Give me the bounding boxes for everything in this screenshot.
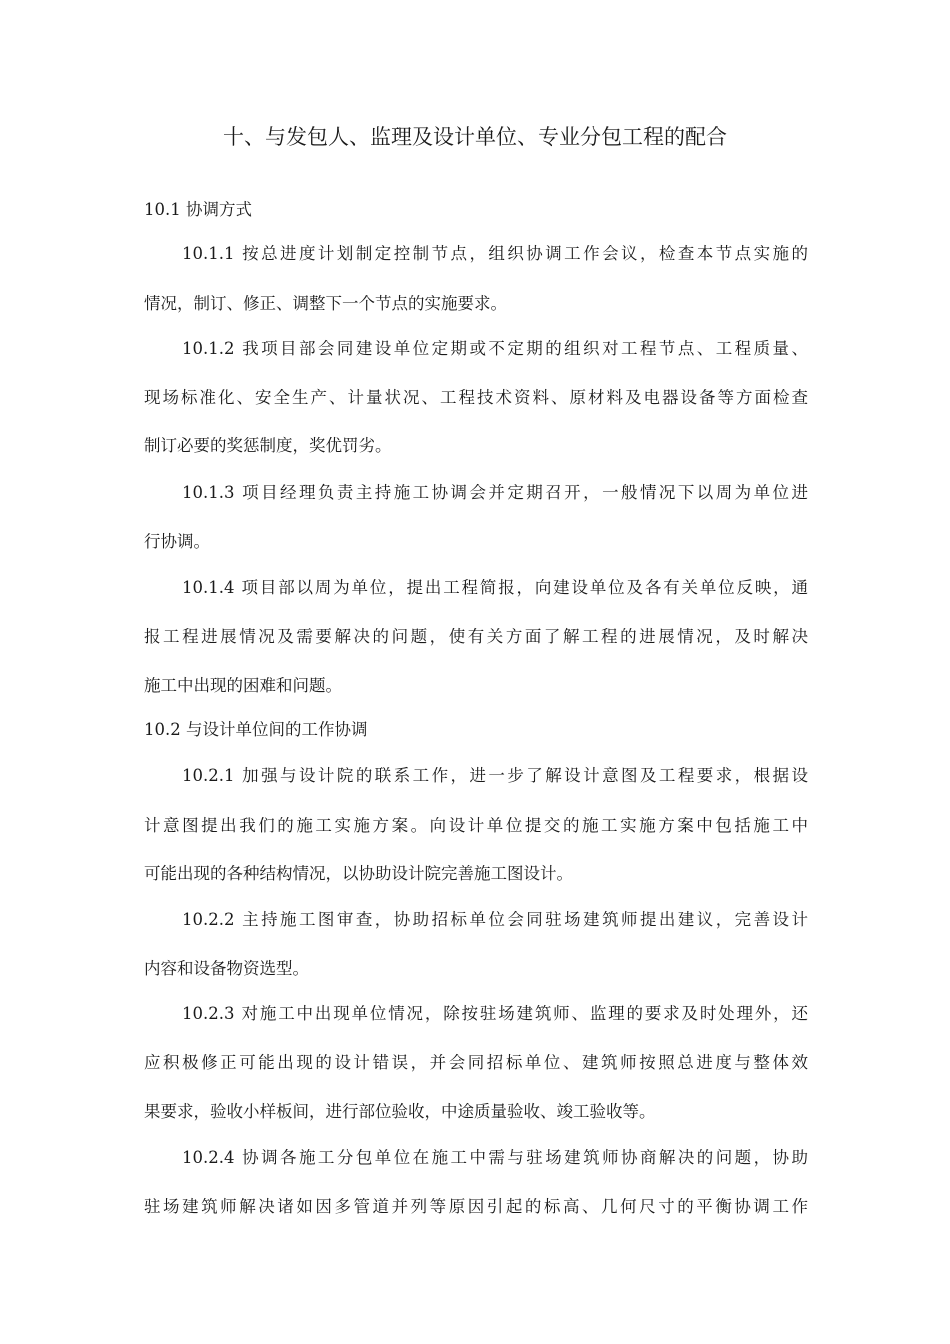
paragraph-line: 制订必要的奖惩制度，奖优罚劣。 [144, 436, 392, 455]
section-heading-10-1: 10.1 协调方式 [144, 200, 252, 219]
paragraph-line: 报工程进展情况及需要解决的问题，使有关方面了解工程的进展情况，及时解决 [144, 627, 808, 646]
paragraph-line: 10.2.3 对施工中出现单位情况，除按驻场建筑师、监理的要求及时处理外，还 [182, 1004, 808, 1023]
paragraph-line: 10.2.1 加强与设计院的联系工作，进一步了解设计意图及工程要求，根据设 [182, 766, 808, 785]
document-title: 十、与发包人、监理及设计单位、专业分包工程的配合 [223, 125, 727, 149]
paragraph-line: 10.1.3 项目经理负责主持施工协调会并定期召开，一般情况下以周为单位进 [182, 483, 808, 502]
paragraph-line: 内容和设备物资选型。 [144, 959, 309, 978]
paragraph-line: 10.2.4 协调各施工分包单位在施工中需与驻场建筑师协商解决的问题，协助 [182, 1148, 808, 1167]
paragraph-line: 行协调。 [144, 532, 210, 551]
paragraph-line: 驻场建筑师解决诸如因多管道并列等原因引起的标高、几何尺寸的平衡协调工作 [144, 1197, 808, 1216]
paragraph-line: 情况，制订、修正、调整下一个节点的实施要求。 [144, 294, 507, 313]
section-heading-10-2: 10.2 与设计单位间的工作协调 [144, 720, 368, 739]
paragraph-line: 10.1.2 我项目部会同建设单位定期或不定期的组织对工程节点、工程质量、 [182, 339, 808, 358]
paragraph-line: 10.1.1 按总进度计划制定控制节点，组织协调工作会议，检查本节点实施的 [182, 244, 808, 263]
paragraph-line: 可能出现的各种结构情况，以协助设计院完善施工图设计。 [144, 864, 573, 883]
paragraph-line: 10.2.2 主持施工图审查，协助招标单位会同驻场建筑师提出建议，完善设计 [182, 910, 808, 929]
paragraph-line: 应积极修正可能出现的设计错误，并会同招标单位、建筑师按照总进度与整体效 [144, 1053, 808, 1072]
paragraph-line: 施工中出现的困难和问题。 [144, 676, 342, 695]
paragraph-line: 现场标准化、安全生产、计量状况、工程技术资料、原材料及电器设备等方面检查 [144, 388, 808, 407]
paragraph-line: 计意图提出我们的施工实施方案。向设计单位提交的施工实施方案中包括施工中 [144, 816, 808, 835]
paragraph-line: 10.1.4 项目部以周为单位，提出工程简报，向建设单位及各有关单位反映，通 [182, 578, 808, 597]
paragraph-line: 果要求，验收小样板间，进行部位验收，中途质量验收、竣工验收等。 [144, 1102, 656, 1121]
